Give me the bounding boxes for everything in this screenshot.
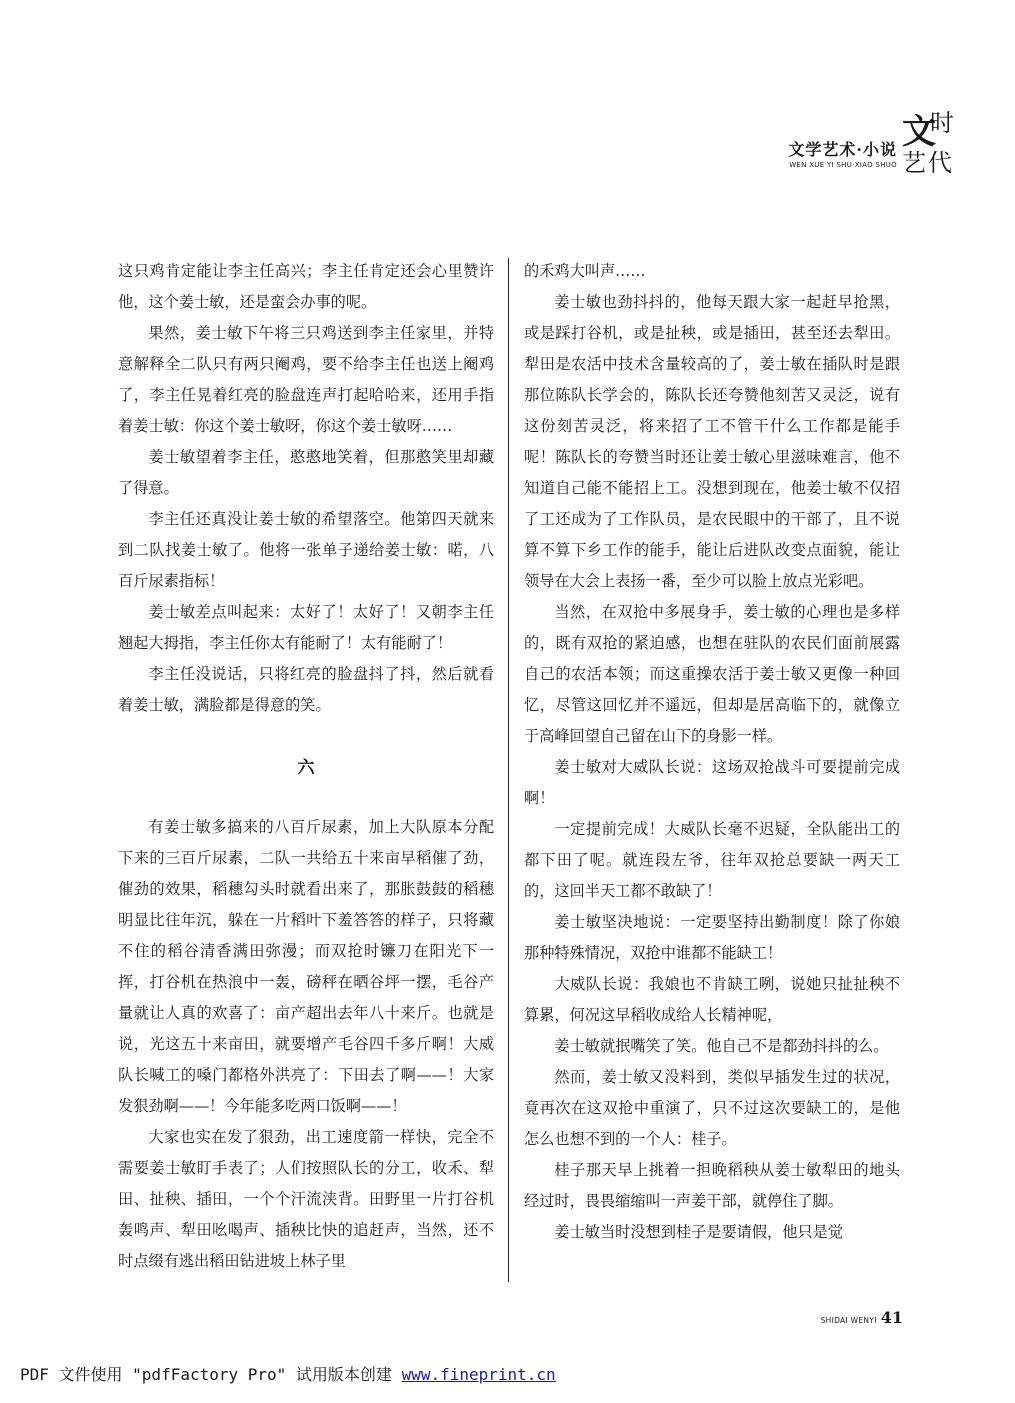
column-divider	[508, 258, 509, 1282]
paragraph: 桂子那天早上挑着一担晚稻秧从姜士敏犁田的地头经过时，畏畏缩缩叫一声姜干部，就停住了脚。	[524, 1161, 900, 1210]
paragraph: 李主任没说话，只将红亮的脸盘抖了抖，然后就看着姜士敏，满脸都是得意的笑。	[118, 665, 494, 714]
paragraph: 有姜士敏多搞来的八百斤尿素，加上大队原本分配下来的三百斤尿素，二队一共给五十来亩早稻催了劲，催劲的效果，稻穗勾头时就看出来了，那胀鼓鼓的稻穗明显比往年沉，躲在一片稻叶下羞答答的样子，只将藏不住的稻谷清香满田弥漫；而双抢时镰刀在阳光下一挥，打谷机在热浪中一轰，磅秤在晒谷坪一摆，毛谷产量就让人真的欢喜了：亩产超出去年八十来斤。也就是说，光这五十来亩田，就要增产毛谷四千多斤啊！大威队长喊工的嗓门都格外洪亮了：下田去了啊——！大家发狠劲啊——！今年能多吃两口饭啊——！	[118, 818, 494, 1115]
paragraph: 姜士敏差点叫起来：太好了！太好了！又朝李主任翘起大拇指，李主任你太有能耐了！太有能耐了！	[118, 603, 494, 652]
section-header-title: 文学艺术·小说	[788, 140, 897, 159]
paragraph: 大家也实在发了狠劲，出工速度箭一样快，完全不需要姜士敏盯手表了；人们按照队长的分工，收禾、犁田、扯秧、插田，一个个汗流浃背。田野里一片打谷机轰鸣声、犁田吆喝声、插秧比快的追赶声，当然，还不时点缀有逃出稻田钻进坡上林子里	[118, 1128, 494, 1270]
section-heading: 六	[297, 758, 315, 778]
paragraph: 的禾鸡大叫声……	[524, 262, 646, 280]
paragraph: 果然，姜士敏下午将三只鸡送到李主任家里，并特意解释全二队只有两只阉鸡，要不给李主任也送上阉鸡了，李主任晃着红亮的脸盘连声打起哈哈来，还用手指着姜士敏：你这个姜士敏呀，你这个姜士敏呀……	[118, 324, 494, 435]
footer-magazine-name: SHIDAI WENYI	[820, 1316, 877, 1325]
pdf-creator-note	[20, 1364, 556, 1386]
paragraph: 姜士敏对大威队长说：这场双抢战斗可要提前完成啊！	[524, 758, 900, 807]
paragraph: 当然，在双抢中多展身手，姜士敏的心理也是多样的，既有双抢的紧迫感，也想在驻队的农民们面前展露自己的农活本领；而这重操农活于姜士敏又更像一种回忆，尽管这回忆并不遥远，但却是居高临下的，就像立于高峰回望自己留在山下的身影一样。	[524, 603, 900, 745]
paragraph: 然而，姜士敏又没料到，类似早插发生过的状况，竟再次在这双抢中重演了，只不过这次要缺工的，是他怎么也想不到的一个人：桂子。	[524, 1068, 900, 1148]
running-header	[788, 140, 897, 170]
section-header-pinyin: WEN XUE YI SHU·XIAO SHUO	[789, 161, 897, 169]
logo-char-shi: 时	[930, 109, 954, 137]
left-column-bottom	[118, 812, 494, 1277]
left-column-top	[118, 256, 494, 721]
paragraph: 姜士敏就抿嘴笑了笑。他自己不是都劲抖抖的么。	[554, 1037, 889, 1055]
paragraph: 大威队长说：我娘也不肯缺工咧，说她只扯扯秧不算累，何况这早稻收成给人长精神呢，	[524, 975, 900, 1024]
paragraph: 一定提前完成！大威队长毫不迟疑，全队能出工的都下田了呢。就连段左爷，往年双抢总要缺一两天工的，这回半天工都不敢缺了！	[524, 820, 900, 900]
paragraph: 姜士敏望着李主任，憨憨地笑着，但那憨笑里却藏了得意。	[118, 448, 494, 497]
page-footer	[821, 1308, 903, 1327]
paragraph: 李主任还真没让姜士敏的希望落空。他第四天就来到二队找姜士敏了。他将一张单子递给姜士敏：喏，八百斤尿素指标！	[118, 510, 494, 590]
logo-char-yi: 艺	[902, 149, 926, 177]
right-column	[524, 256, 900, 1248]
paragraph: 姜士敏坚决地说：一定要坚持出勤制度！除了你娘那种特殊情况，双抢中谁都不能缺工！	[524, 913, 900, 962]
logo-char-dai: 代	[928, 149, 952, 177]
paragraph: 这只鸡肯定能让李主任高兴；李主任肯定还会心里赞许他，这个姜士敏，还是蛮会办事的呢。	[118, 262, 494, 311]
page-number: 41	[880, 1308, 903, 1327]
paragraph: 姜士敏当时没想到桂子是要请假，他只是觉	[554, 1223, 843, 1241]
pdf-note-link[interactable]: www.fineprint.cn	[401, 1365, 556, 1384]
paragraph: 姜士敏也劲抖抖的，他每天跟大家一起赶早抢黑，或是踩打谷机，或是扯秧，或是插田，甚至还去犁田。犁田是农活中技术含量较高的了，姜士敏在插队时是跟那位陈队长学会的，陈队长还夸赞他刻苦又灵泛，说有这份刻苦灵泛，将来招了工不管干什么工作都是能手呢！陈队长的夸赞当时还让姜士敏心里滋味难言，他不知道自己能不能招上工。没想到现在，他姜士敏不仅招了工还成为了工作队员，是农民眼中的干部了，且不说算不算下乡工作的能手，能让后进队改变点面貌，能让领导在大会上表扬一番，至少可以脸上放点光彩吧。	[524, 293, 900, 590]
logo-char-wen: 文	[902, 112, 936, 152]
magazine-logo	[902, 109, 954, 182]
pdf-note-text: PDF 文件使用 "pdfFactory Pro" 试用版本创建	[20, 1365, 402, 1384]
